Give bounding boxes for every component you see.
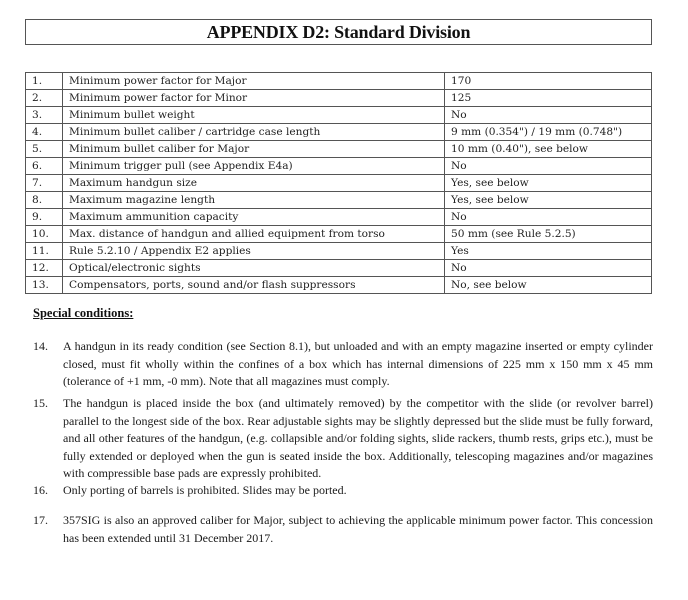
row-number: 2. <box>26 90 63 107</box>
row-value: Yes <box>445 243 652 260</box>
spec-table-body <box>26 73 652 294</box>
row-value: 125 <box>445 90 652 107</box>
row-value: No <box>445 260 652 277</box>
table-row <box>26 243 652 260</box>
condition-item <box>33 512 653 547</box>
table-row <box>26 192 652 209</box>
condition-item <box>33 482 653 500</box>
row-number: 4. <box>26 124 63 141</box>
table-row <box>26 175 652 192</box>
title-box <box>25 19 652 45</box>
table-row <box>26 277 652 294</box>
table-row <box>26 90 652 107</box>
condition-number: 16. <box>33 483 48 497</box>
row-number: 1. <box>26 73 63 90</box>
row-value: No <box>445 107 652 124</box>
row-label: Minimum bullet weight <box>63 107 445 124</box>
row-number: 3. <box>26 107 63 124</box>
row-label: Maximum magazine length <box>63 192 445 209</box>
special-conditions-heading: Special conditions: <box>33 306 134 320</box>
condition-text: The handgun is placed inside the box (and ultimately removed) by the competitor with the slide (or revolver barrel) parallel to the longest side of the box. Rear adjustable sights may be slightly depressed but the slide must be fully forward, and all other features of the handgun, (e.g. collapsible and/or folding sights, slide rackers, thumb rests, grips etc.), must be fully extended or deployed when the gun is seated inside the box. Additionally, telescoping magazines and/or magazines with compressible base pads are expressly prohibited. <box>63 396 653 480</box>
condition-number: 15. <box>33 396 48 410</box>
table-row <box>26 158 652 175</box>
row-number: 10. <box>26 226 63 243</box>
row-value: No, see below <box>445 277 652 294</box>
row-value: 10 mm (0.40"), see below <box>445 141 652 158</box>
condition-number: 14. <box>33 339 48 353</box>
row-label: Compensators, ports, sound and/or flash suppressors <box>63 277 445 294</box>
condition-text: 357SIG is also an approved caliber for Major, subject to achieving the applicable minimum power factor. This concession has been extended until 31 December 2017. <box>63 513 653 545</box>
row-label: Minimum bullet caliber / cartridge case length <box>63 124 445 141</box>
condition-number: 17. <box>33 513 48 527</box>
row-number: 6. <box>26 158 63 175</box>
row-number: 13. <box>26 277 63 294</box>
row-label: Rule 5.2.10 / Appendix E2 applies <box>63 243 445 260</box>
table-row <box>26 73 652 90</box>
condition-item <box>33 395 653 483</box>
row-label: Maximum handgun size <box>63 175 445 192</box>
row-number: 9. <box>26 209 63 226</box>
row-number: 8. <box>26 192 63 209</box>
condition-text: Only porting of barrels is prohibited. Slides may be ported. <box>63 483 347 497</box>
row-label: Max. distance of handgun and allied equipment from torso <box>63 226 445 243</box>
row-number: 5. <box>26 141 63 158</box>
page-title: APPENDIX D2: Standard Division <box>206 22 471 42</box>
table-row <box>26 209 652 226</box>
row-label: Optical/electronic sights <box>63 260 445 277</box>
row-number: 7. <box>26 175 63 192</box>
condition-text: A handgun in its ready condition (see Section 8.1), but unloaded and with an empty magazine inserted or empty cylinder closed, must fit wholly within the confines of a box which has internal dimensions of 225 mm x 150 mm x 45 mm (tolerance of +1 mm, -0 mm). Note that all magazines must comply. <box>63 339 653 388</box>
table-row <box>26 141 652 158</box>
row-label: Minimum power factor for Minor <box>63 90 445 107</box>
row-value: Yes, see below <box>445 192 652 209</box>
row-value: 9 mm (0.354") / 19 mm (0.748") <box>445 124 652 141</box>
row-label: Minimum power factor for Major <box>63 73 445 90</box>
row-label: Maximum ammunition capacity <box>63 209 445 226</box>
row-value: Yes, see below <box>445 175 652 192</box>
row-value: 170 <box>445 73 652 90</box>
table-row <box>26 107 652 124</box>
spec-table <box>25 72 652 294</box>
table-row <box>26 226 652 243</box>
table-row <box>26 124 652 141</box>
row-number: 11. <box>26 243 63 260</box>
table-row <box>26 260 652 277</box>
condition-item <box>33 338 653 391</box>
row-label: Minimum trigger pull (see Appendix E4a) <box>63 158 445 175</box>
row-label: Minimum bullet caliber for Major <box>63 141 445 158</box>
row-value: No <box>445 158 652 175</box>
row-value: No <box>445 209 652 226</box>
row-number: 12. <box>26 260 63 277</box>
row-value: 50 mm (see Rule 5.2.5) <box>445 226 652 243</box>
